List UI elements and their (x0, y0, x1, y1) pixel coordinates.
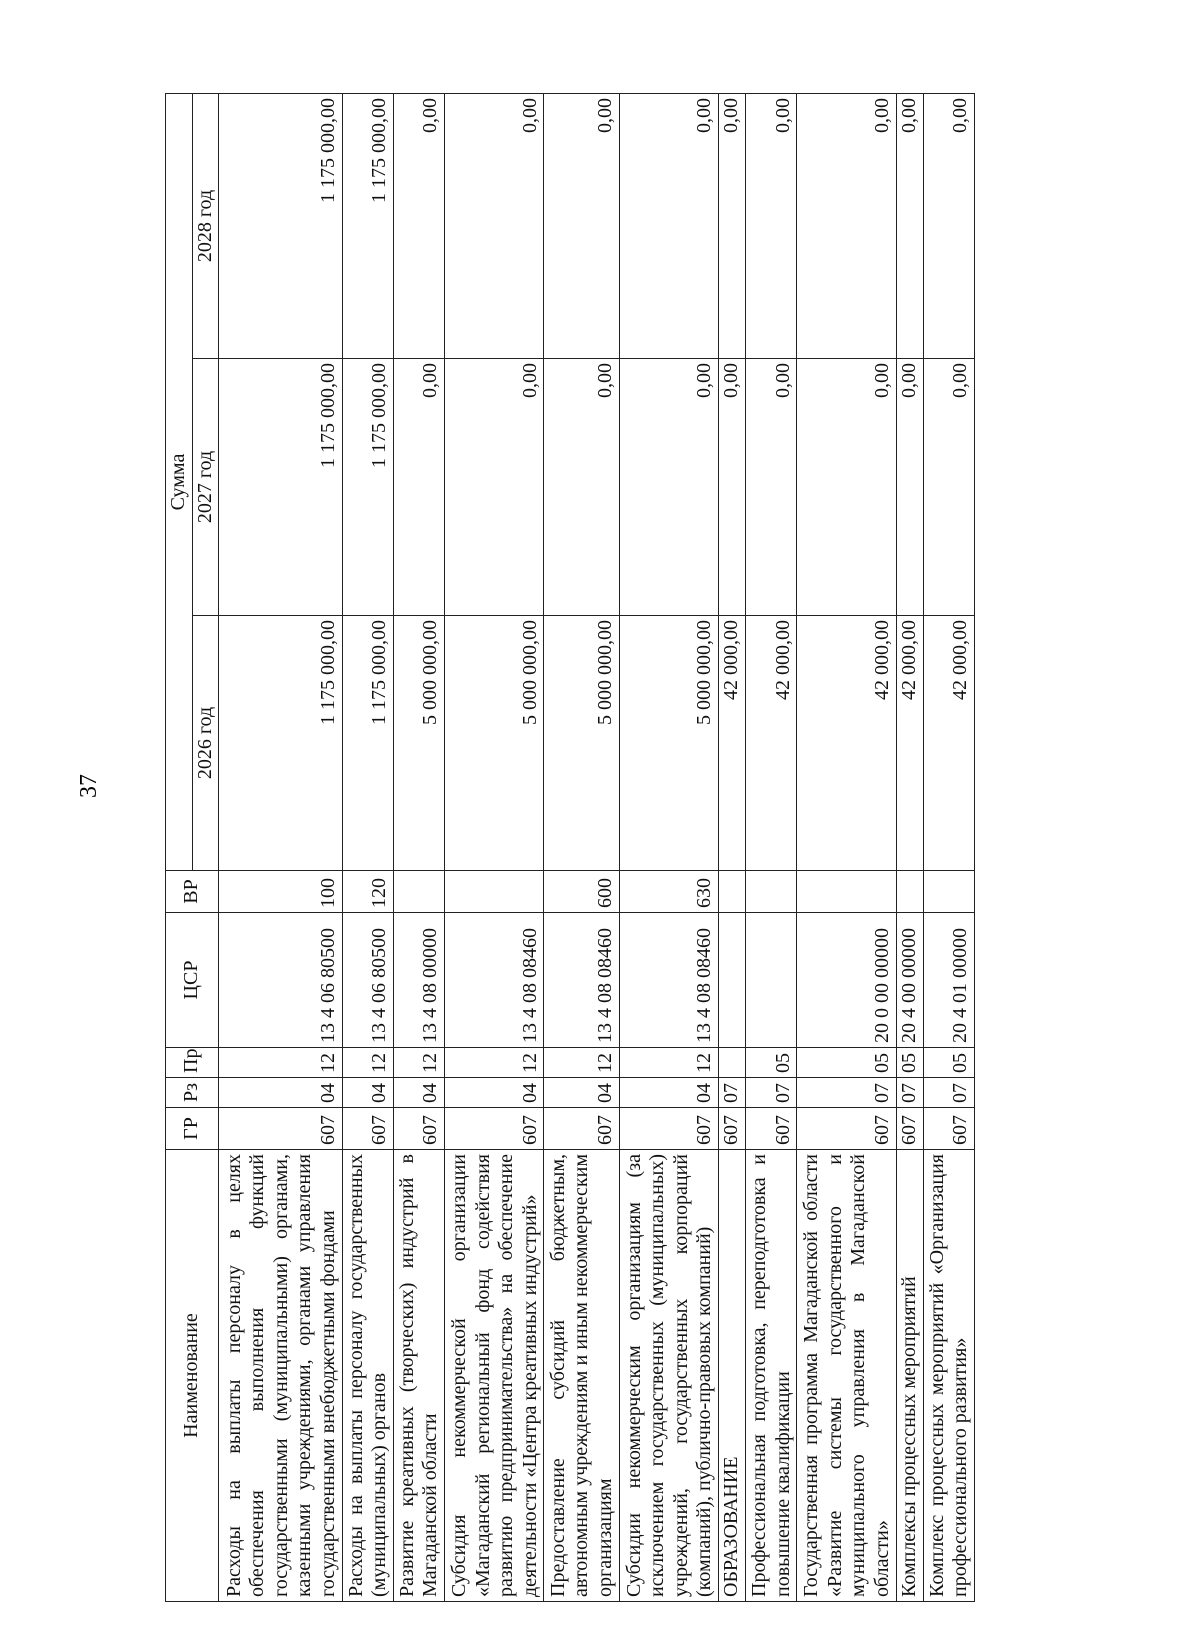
row-rz: 07 (718, 1078, 745, 1108)
row-gr: 607 (797, 1108, 896, 1150)
header-csr: ЦСР (166, 913, 219, 1048)
row-amount-2028: 0,00 (393, 93, 444, 358)
row-amount-2027: 0,00 (746, 359, 797, 616)
row-pr: 12 (619, 1048, 718, 1078)
row-amount-2026: 42 000,00 (746, 616, 797, 871)
row-csr: 13 4 08 08460 (544, 913, 619, 1048)
row-csr: 13 4 08 08460 (619, 913, 718, 1048)
row-gr: 607 (896, 1108, 923, 1150)
row-vr (718, 871, 745, 913)
row-amount-2028: 0,00 (923, 93, 974, 358)
row-name: Государственная программа Магаданской области «Развитие системы государственного и муниципального управления в Магаданской области» (797, 1150, 896, 1602)
row-csr: 13 4 06 80500 (342, 913, 393, 1048)
row-pr: 12 (393, 1048, 444, 1078)
row-vr (445, 871, 544, 913)
budget-table (165, 93, 975, 1602)
table-row (342, 93, 393, 1601)
row-name: Субсидия некоммерческой организации «Магаданский региональный фонд содействия развитию предпринимательства» на обеспечение деятельности «Центра креативных индустрий» (445, 1150, 544, 1602)
row-pr: 05 (923, 1048, 974, 1078)
row-rz: 04 (393, 1078, 444, 1108)
row-rz: 04 (342, 1078, 393, 1108)
row-amount-2026: 5 000 000,00 (393, 616, 444, 871)
row-vr (923, 871, 974, 913)
row-gr: 607 (619, 1108, 718, 1150)
row-gr: 607 (445, 1108, 544, 1150)
row-pr: 05 (797, 1048, 896, 1078)
row-amount-2027: 0,00 (923, 359, 974, 616)
table-row (393, 93, 444, 1601)
row-rz: 07 (923, 1078, 974, 1108)
row-gr: 607 (746, 1108, 797, 1150)
row-name: ОБРАЗОВАНИЕ (718, 1150, 745, 1602)
row-amount-2027: 0,00 (393, 359, 444, 616)
row-csr (746, 913, 797, 1048)
header-name: Наименование (166, 1150, 219, 1602)
row-csr: 20 0 00 00000 (797, 913, 896, 1048)
row-pr: 12 (445, 1048, 544, 1078)
row-amount-2027: 0,00 (619, 359, 718, 616)
row-name: Развитие креативных (творческих) индустрий в Магаданской области (393, 1150, 444, 1602)
row-amount-2028: 0,00 (619, 93, 718, 358)
row-gr: 607 (393, 1108, 444, 1150)
row-name: Комплекс процессных мероприятий «Организация профессионального развития» (923, 1150, 974, 1602)
row-vr: 600 (544, 871, 619, 913)
page-number: 37 (76, 774, 102, 798)
row-vr (797, 871, 896, 913)
row-amount-2028: 0,00 (746, 93, 797, 358)
row-rz: 07 (797, 1078, 896, 1108)
row-csr: 13 4 06 80500 (219, 913, 342, 1048)
row-name: Предоставление субсидий бюджетным, автономным учреждениям и иным некоммерческим организациям (544, 1150, 619, 1602)
row-pr: 12 (544, 1048, 619, 1078)
row-csr (718, 913, 745, 1048)
row-amount-2028: 0,00 (896, 93, 923, 358)
row-amount-2026: 1 175 000,00 (219, 616, 342, 871)
table-row (746, 93, 797, 1601)
table-row (619, 93, 718, 1601)
header-sum: Сумма (166, 93, 193, 870)
row-amount-2027: 0,00 (445, 359, 544, 616)
row-amount-2027: 0,00 (718, 359, 745, 616)
row-gr: 607 (923, 1108, 974, 1150)
row-amount-2026: 42 000,00 (718, 616, 745, 871)
table-row (544, 93, 619, 1601)
row-amount-2026: 42 000,00 (896, 616, 923, 871)
row-vr (746, 871, 797, 913)
table-row (219, 93, 342, 1601)
row-amount-2028: 1 175 000,00 (219, 93, 342, 358)
table-row (896, 93, 923, 1601)
row-amount-2028: 1 175 000,00 (342, 93, 393, 358)
row-amount-2028: 0,00 (797, 93, 896, 358)
header-2027: 2027 год (192, 359, 219, 616)
row-rz: 04 (219, 1078, 342, 1108)
row-gr: 607 (544, 1108, 619, 1150)
row-pr: 05 (746, 1048, 797, 1078)
row-amount-2026: 5 000 000,00 (544, 616, 619, 871)
row-gr: 607 (718, 1108, 745, 1150)
row-vr (896, 871, 923, 913)
row-csr: 20 4 00 00000 (896, 913, 923, 1048)
row-amount-2026: 5 000 000,00 (619, 616, 718, 871)
row-amount-2027: 1 175 000,00 (219, 359, 342, 616)
row-amount-2028: 0,00 (445, 93, 544, 358)
row-amount-2028: 0,00 (544, 93, 619, 358)
row-amount-2027: 0,00 (544, 359, 619, 616)
row-csr: 13 4 08 08460 (445, 913, 544, 1048)
row-amount-2026: 1 175 000,00 (342, 616, 393, 871)
header-rz: Рз (166, 1078, 219, 1108)
row-amount-2027: 0,00 (896, 359, 923, 616)
row-vr: 100 (219, 871, 342, 913)
header-pr: Пр (166, 1048, 219, 1078)
header-vr: ВР (166, 871, 219, 913)
row-name: Комплексы процессных мероприятий (896, 1150, 923, 1602)
row-vr: 630 (619, 871, 718, 913)
table-row (445, 93, 544, 1601)
rotated-table-wrapper (165, 94, 975, 1602)
row-vr (393, 871, 444, 913)
row-name: Профессиональная подготовка, переподготовка и повышение квалификации (746, 1150, 797, 1602)
row-vr: 120 (342, 871, 393, 913)
row-amount-2026: 42 000,00 (923, 616, 974, 871)
row-rz: 04 (619, 1078, 718, 1108)
header-gr: ГР (166, 1108, 219, 1150)
row-rz: 07 (896, 1078, 923, 1108)
row-pr: 12 (219, 1048, 342, 1078)
row-rz: 04 (445, 1078, 544, 1108)
row-pr (718, 1048, 745, 1078)
table-row (923, 93, 974, 1601)
row-amount-2028: 0,00 (718, 93, 745, 358)
row-pr: 12 (342, 1048, 393, 1078)
row-gr: 607 (342, 1108, 393, 1150)
row-amount-2026: 42 000,00 (797, 616, 896, 871)
row-csr: 20 4 01 00000 (923, 913, 974, 1048)
header-2028: 2028 год (192, 93, 219, 358)
row-amount-2027: 1 175 000,00 (342, 359, 393, 616)
row-rz: 07 (746, 1078, 797, 1108)
table-row (797, 93, 896, 1601)
row-amount-2027: 0,00 (797, 359, 896, 616)
row-name: Расходы на выплаты персоналу государственных (муниципальных) органов (342, 1150, 393, 1602)
row-rz: 04 (544, 1078, 619, 1108)
row-gr: 607 (219, 1108, 342, 1150)
row-csr: 13 4 08 00000 (393, 913, 444, 1048)
row-name: Субсидии некоммерческим организациям (за исключением государственных (муниципальных) учреждений, государственных корпораций (компаний), публично-правовых компаний) (619, 1150, 718, 1602)
row-pr: 05 (896, 1048, 923, 1078)
row-name: Расходы на выплаты персоналу в целях обеспечения выполнения функций государственными (муниципальными) органами, казенными учреждениями, органами управления государственными внебюджетными фондами (219, 1150, 342, 1602)
table-row (718, 93, 745, 1601)
row-amount-2026: 5 000 000,00 (445, 616, 544, 871)
header-2026: 2026 год (192, 616, 219, 871)
